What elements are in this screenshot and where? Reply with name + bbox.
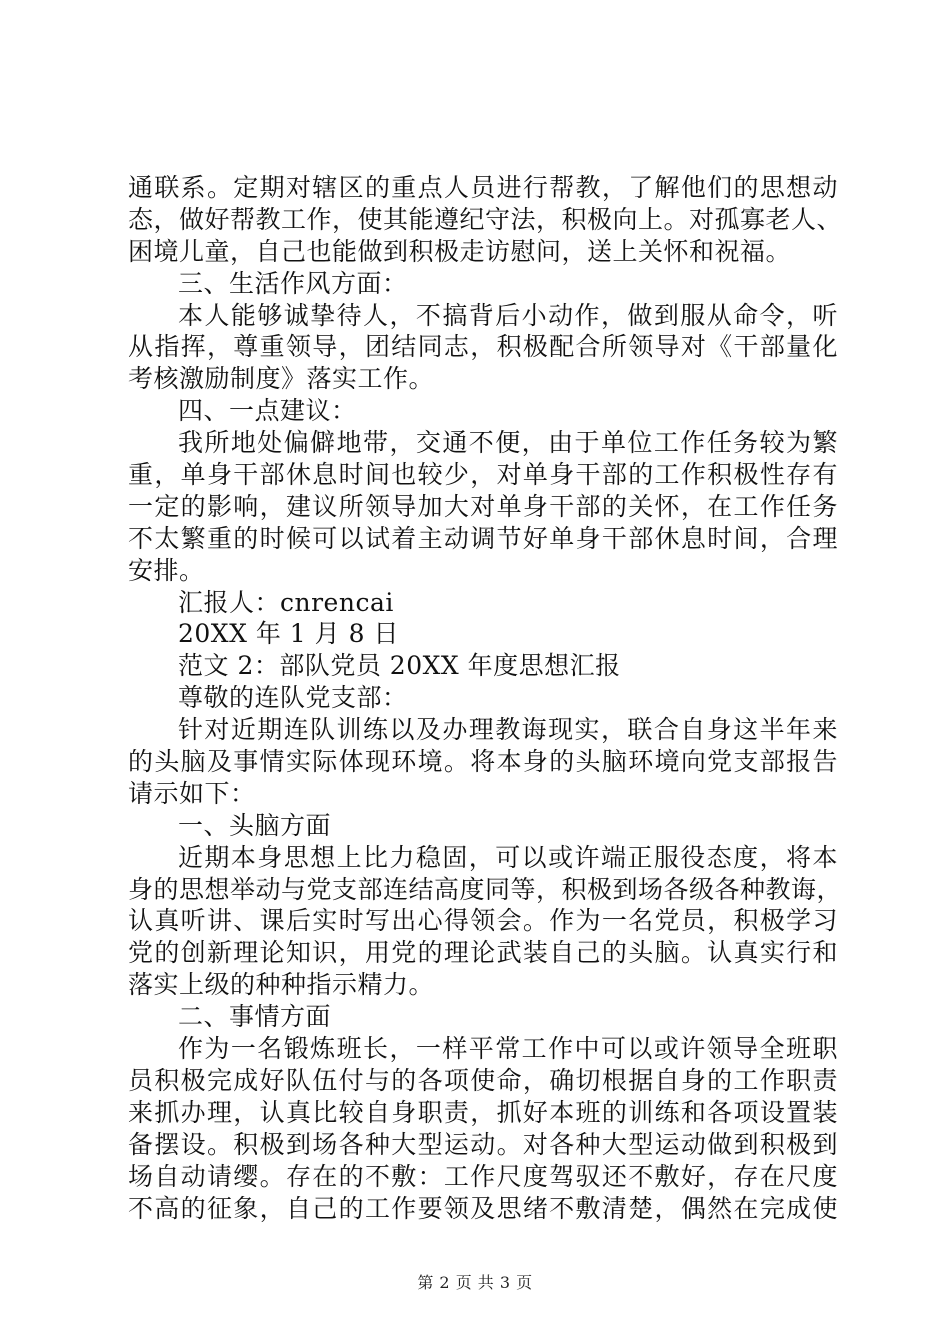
- text-line: 落实上级的种种指示精力。: [128, 970, 435, 1000]
- text-line: 从指挥，尊重领导，团结同志，积极配合所领导对《干部量化: [128, 332, 838, 362]
- text-line: 范文 2：部队党员 20XX 年度思想汇报: [178, 651, 621, 681]
- page-footer: 第 2 页 共 3 页: [417, 1273, 533, 1292]
- text-line: 针对近期连队训练以及办理教诲现实，联合自身这半年来: [178, 715, 838, 745]
- text-line: 作为一名锻炼班长，一样平常工作中可以或许领导全班职: [178, 1034, 838, 1064]
- text-line: 汇报人：cnrencai: [178, 587, 394, 617]
- text-line: 重，单身干部休息时间也较少，对单身干部的工作积极性存有: [128, 460, 838, 490]
- text-line: 请示如下：: [128, 778, 256, 808]
- text-line: 二、事情方面: [178, 1002, 332, 1032]
- text-line: 态，做好帮教工作，使其能遵纪守法，积极向上。对孤寡老人、: [128, 204, 843, 234]
- text-line: 近期本身思想上比力稳固，可以或许端正服役态度，将本: [178, 842, 838, 872]
- text-line: 来抓办理，认真比较自身职责，抓好本班的训练和各项设置装: [128, 1097, 838, 1127]
- text-line: 员积极完成好队伍付与的各项使命，确切根据自身的工作职责: [128, 1065, 838, 1095]
- text-line: 安排。: [128, 555, 205, 585]
- text-line: 四、一点建议：: [178, 396, 357, 426]
- text-line: 本人能够诚挚待人，不搞背后小动作，做到服从命令，听: [178, 300, 838, 330]
- text-line: 困境儿童，自己也能做到积极走访慰问，送上关怀和祝福。: [128, 236, 792, 266]
- text-line: 备摆设。积极到场各种大型运动。对各种大型运动做到积极到: [128, 1129, 838, 1159]
- text-line: 一、头脑方面: [178, 810, 332, 840]
- text-line: 不高的征象，自己的工作要领及思绪不敷清楚，偶然在完成使: [128, 1193, 838, 1223]
- text-line: 认真听讲、课后实时写出心得领会。作为一名党员，积极学习: [128, 906, 838, 936]
- document-body: [128, 172, 843, 1224]
- text-line: 尊敬的连队党支部：: [178, 683, 408, 713]
- text-line: 一定的影响，建议所领导加大对单身干部的关怀，在工作任务: [128, 491, 838, 521]
- text-line: 的头脑及事情实际体现环境。将本身的头脑环境向党支部报告: [128, 747, 838, 777]
- text-line: 身的思想举动与党支部连结高度同等，积极到场各级各种教诲，: [128, 874, 843, 904]
- text-line: 20XX 年 1 月 8 日: [178, 619, 399, 649]
- text-line: 通联系。定期对辖区的重点人员进行帮教，了解他们的思想动: [128, 173, 838, 202]
- text-line: 不太繁重的时候可以试着主动调节好单身干部休息时间，合理: [128, 523, 838, 553]
- text-line: 三、生活作风方面：: [178, 268, 408, 298]
- text-line: 考核激励制度》落实工作。: [128, 364, 435, 394]
- text-line: 党的创新理论知识，用党的理论武装自己的头脑。认真实行和: [128, 938, 838, 968]
- text-line: 场自动请缨。存在的不敷：工作尺度驾驭还不敷好，存在尺度: [128, 1161, 838, 1191]
- text-line: 我所地处偏僻地带，交通不便，由于单位工作任务较为繁: [178, 428, 838, 458]
